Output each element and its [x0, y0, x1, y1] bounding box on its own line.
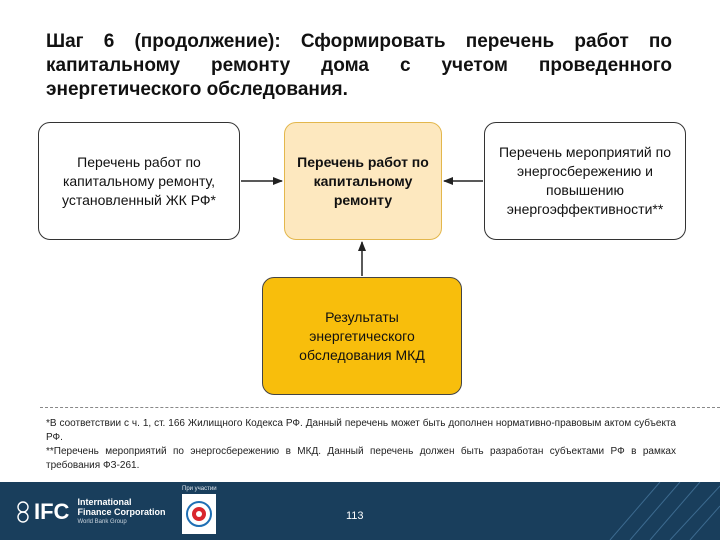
box-capital-repair-list — [284, 122, 442, 240]
page-number: 113 — [346, 510, 364, 522]
box-capital-repair-list-housing-code — [38, 122, 240, 240]
box-right-label: Перечень мероприятий по энергосбережению и повышению энергоэффективности** — [498, 144, 671, 217]
partner-seal-icon — [182, 494, 216, 534]
box-left-label: Перечень работ по капитальному ремонту, установленный ЖК РФ* — [62, 153, 216, 208]
page-title: Шаг 6 (продолжение): Сформировать перечень работ по капитальному ремонту дома с учетом проведенного энергетического обследования. — [46, 31, 672, 100]
ifc-name-line1: International — [77, 497, 132, 507]
ifc-logo — [16, 497, 165, 527]
ifc-name-line2: Finance Corporation — [77, 507, 166, 517]
ifc-name — [77, 497, 165, 527]
ifc-name-line3: World Bank Group — [77, 519, 127, 525]
footnote-1: *В соответствии с ч. 1, ст. 166 Жилищного Кодекса РФ. Данный перечень может быть дополнен нормативно-правовым актом субъекта РФ. — [46, 418, 676, 443]
footnote-2: **Перечень мероприятий по энергосбережению в МКД. Данный перечень должен быть разработан субъектами РФ в рамках требования ФЗ-261. — [46, 446, 676, 471]
box-energy-saving-measures — [484, 122, 686, 240]
box-center-label: Перечень работ по капитальному ремонту — [297, 153, 429, 208]
footnote-divider — [40, 407, 720, 408]
box-energy-audit-results — [262, 277, 462, 395]
partner-label: При участии — [182, 486, 217, 492]
box-bottom-label: Результаты энергетического обследования МКД — [299, 308, 425, 363]
world-bank-icon — [16, 501, 30, 523]
footnotes — [46, 417, 676, 473]
ifc-letters: IFC — [34, 499, 70, 524]
